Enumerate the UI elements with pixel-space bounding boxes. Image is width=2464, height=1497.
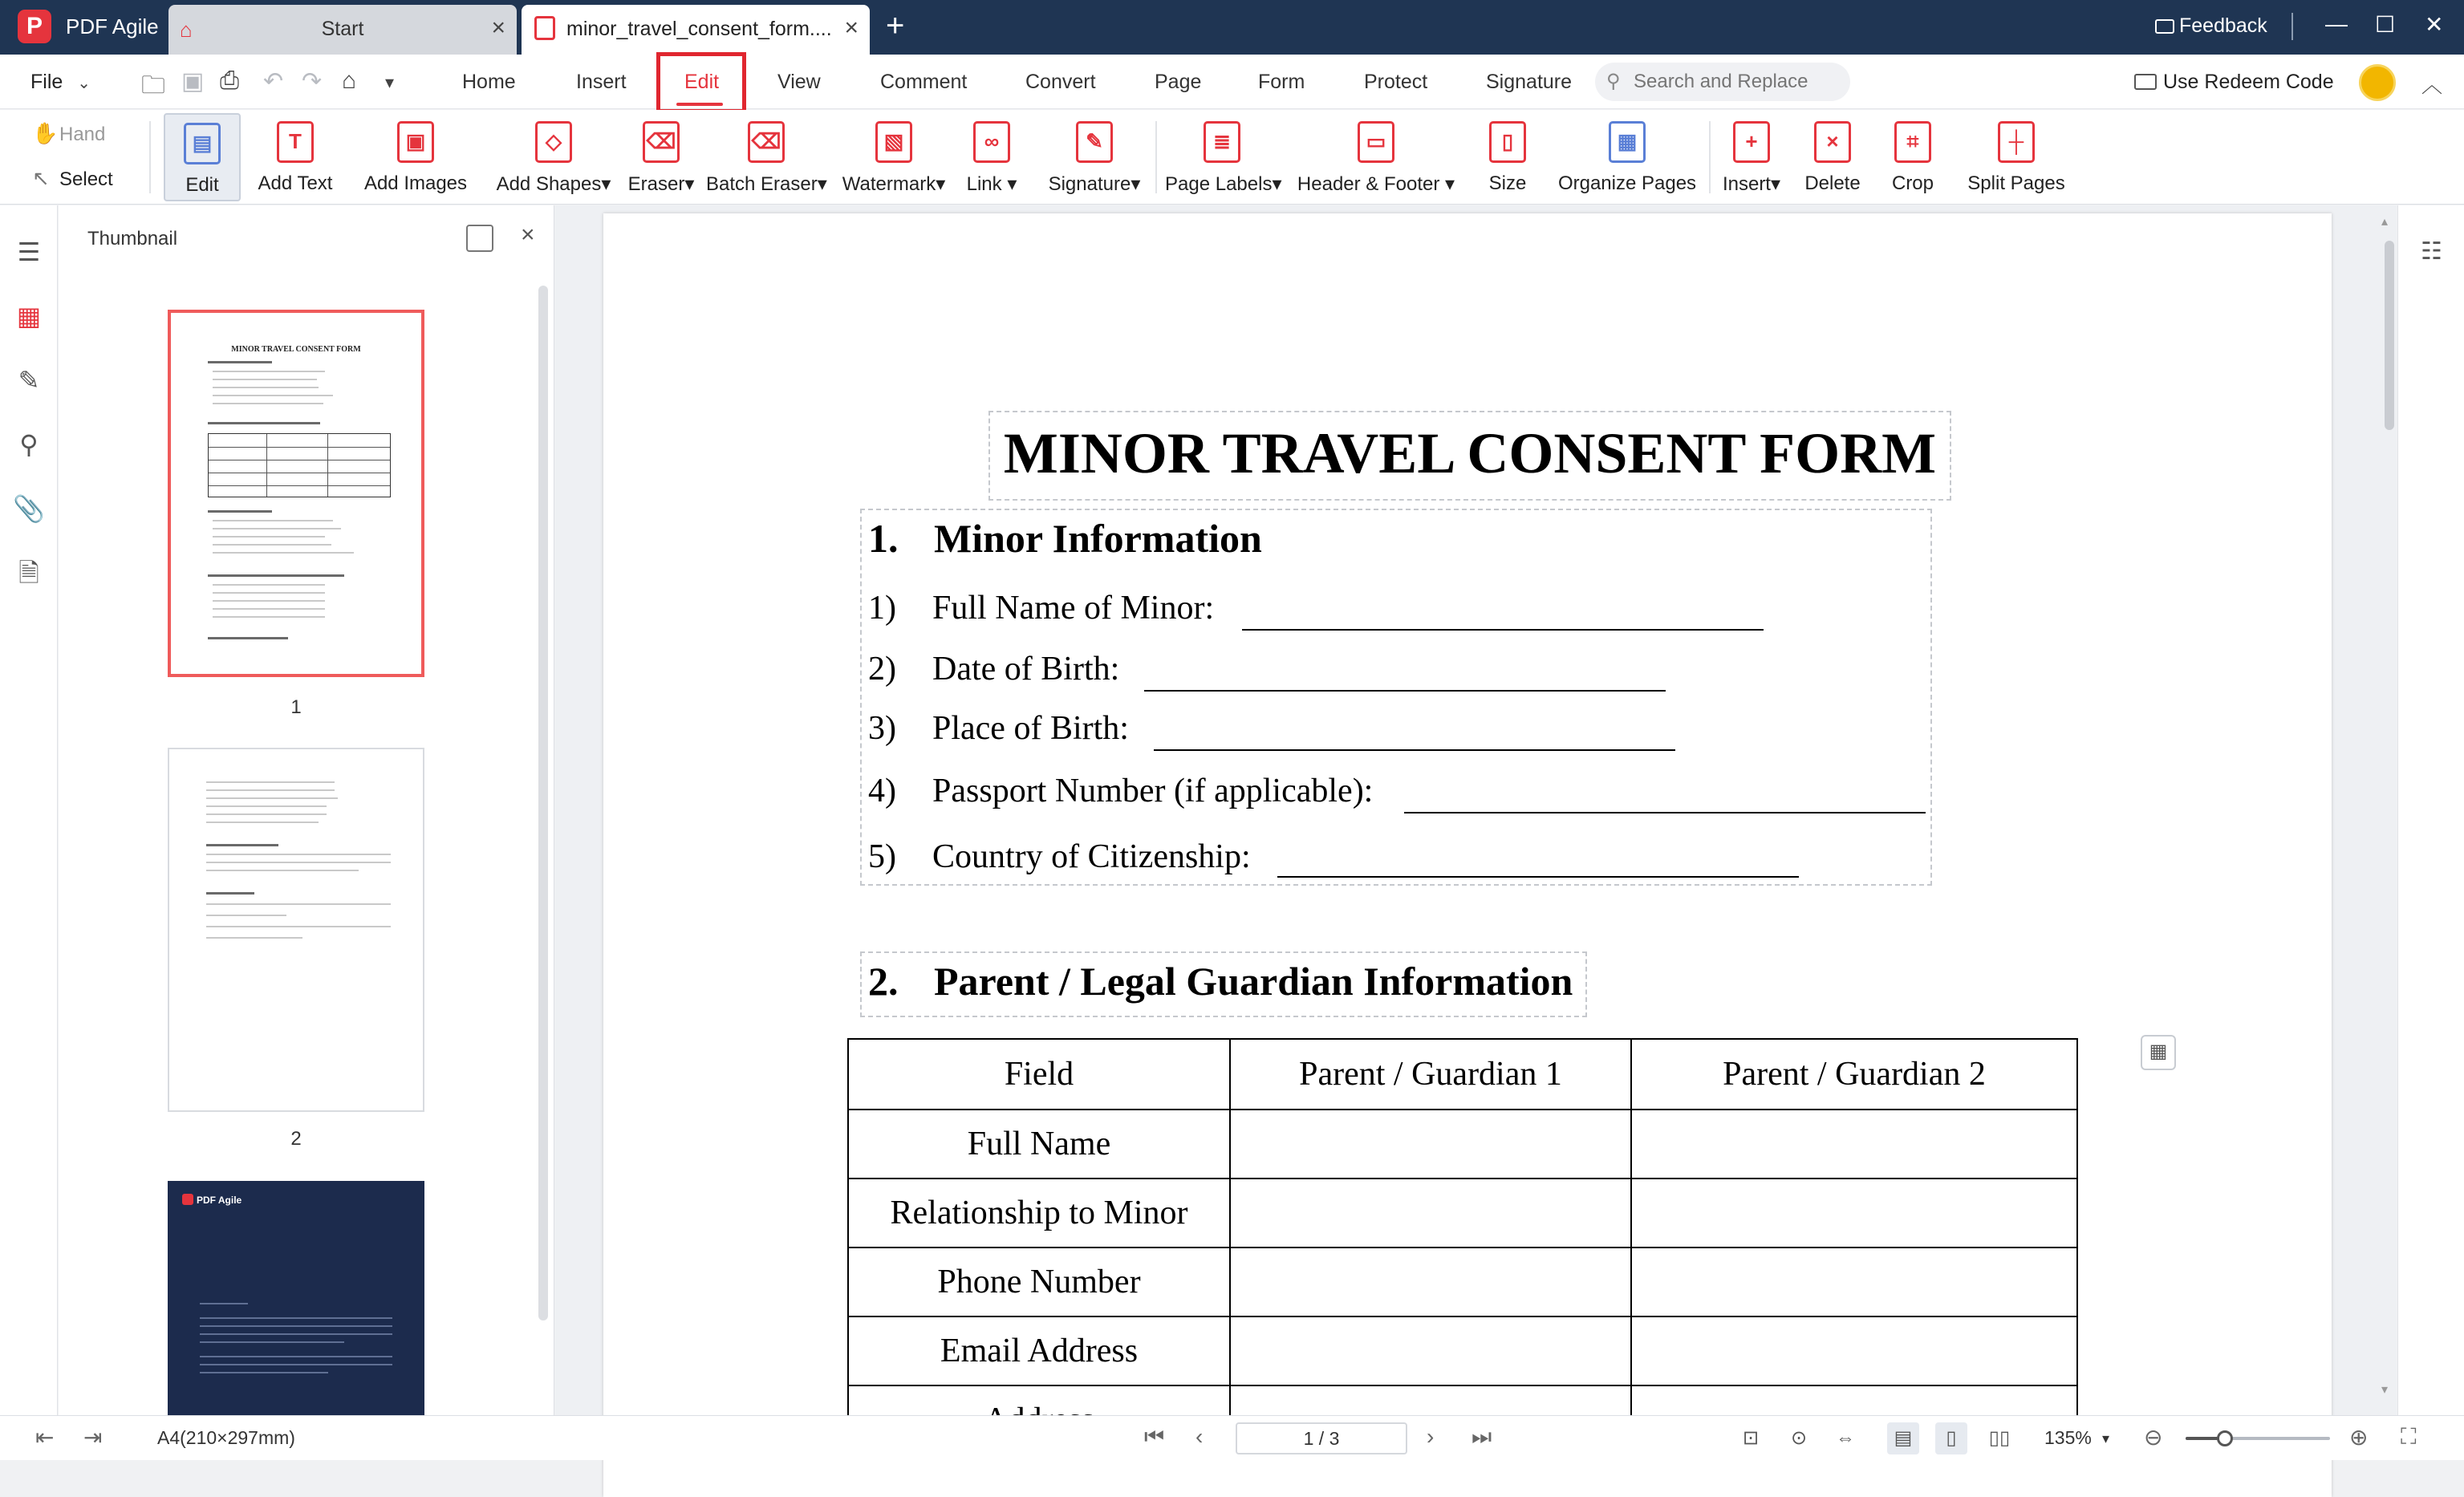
pdf-page <box>603 213 2332 1497</box>
app-name: PDF Agile <box>66 14 159 39</box>
add-shapes-icon: ◇ <box>535 121 572 163</box>
mini-text-line <box>213 600 325 602</box>
mini-text-line <box>213 371 325 372</box>
search-and-replace[interactable] <box>1595 63 1850 101</box>
redeem-code-button[interactable] <box>2134 71 2334 94</box>
table-row <box>848 1110 2077 1179</box>
first-page-icon[interactable]: ⏮ <box>1144 1424 1165 1449</box>
mini-text-line <box>206 822 319 823</box>
mini-table <box>208 433 391 497</box>
field-place-of-birth: 3) Place of Birth: <box>868 710 1129 747</box>
insert-page-label: Insert▾ <box>1722 173 1781 195</box>
text-block-title[interactable] <box>988 411 1951 501</box>
signature-label: Signature▾ <box>1048 173 1141 195</box>
next-page-icon[interactable]: › <box>1427 1424 1435 1449</box>
mini-text-line <box>200 1333 392 1335</box>
page-labels-label: Page Labels▾ <box>1165 173 1282 195</box>
page-indicator-label: 1 / 3 <box>1303 1428 1340 1449</box>
insert-page-tool[interactable] <box>1719 110 1784 205</box>
mini-heading <box>208 361 272 363</box>
mini-table-rule <box>209 447 390 448</box>
section-1-heading: 1. Minor Information <box>868 516 1262 561</box>
continuous-scroll-icon[interactable]: ▤ <box>1887 1422 1919 1454</box>
blank-line <box>1154 749 1675 751</box>
size-tool[interactable] <box>1476 110 1539 205</box>
mini-text-line <box>213 608 325 610</box>
fit-width-icon[interactable]: ⇔ <box>1836 1427 1855 1449</box>
hand-icon: ✋ <box>32 121 59 145</box>
expand-right-icon[interactable]: ⇥ <box>83 1425 103 1450</box>
left-icon-rail <box>0 205 58 1415</box>
zoom-slider[interactable] <box>2186 1437 2330 1440</box>
blank-line <box>1242 629 1764 631</box>
tab-document[interactable] <box>522 5 870 55</box>
signature-icon: ✎ <box>1076 121 1113 163</box>
table-row-label: Full Name <box>848 1110 1230 1179</box>
zoom-level-label[interactable]: 135% <box>2044 1427 2092 1448</box>
signature-tool[interactable] <box>1040 110 1149 205</box>
delete-page-icon: × <box>1814 121 1851 163</box>
page-thumbnail-3[interactable] <box>168 1181 424 1415</box>
add-text-icon: T <box>277 121 314 163</box>
zoom-slider-handle[interactable] <box>2217 1430 2233 1446</box>
tab-form[interactable]: Form <box>1258 71 1305 93</box>
edit-tool-label: Edit <box>185 174 219 196</box>
thumbnail-grid-icon[interactable]: ▦ <box>16 302 42 331</box>
zoom-out-icon[interactable]: ⊖ <box>2144 1425 2163 1450</box>
organize-pages-label: Organize Pages <box>1557 172 1697 194</box>
watermark-label: Watermark▾ <box>842 173 946 195</box>
hand-tool[interactable] <box>32 121 105 146</box>
table-cell <box>1631 1316 2077 1385</box>
title-bar <box>0 0 2464 55</box>
page-thumbnail-1[interactable] <box>168 310 424 677</box>
collapse-ribbon-chevron-icon[interactable]: ︿ <box>2421 73 2443 97</box>
mini-text-line <box>213 403 323 404</box>
mini-text-line <box>213 584 325 586</box>
mini-heading <box>208 574 344 577</box>
tab-view[interactable]: View <box>777 71 821 93</box>
customize-chevron-icon[interactable]: ▾ <box>385 72 395 92</box>
tab-comment[interactable]: Comment <box>880 71 968 93</box>
document-history-icon[interactable]: 🗎 <box>18 558 39 587</box>
properties-sliders-icon[interactable]: ☷ <box>2421 238 2442 265</box>
guardian-info-table <box>847 1038 2078 1455</box>
field-passport-number: 4) Passport Number (if applicable): <box>868 773 1374 809</box>
mini-table-rule <box>266 434 267 497</box>
page-number-2: 2 <box>290 1128 302 1150</box>
text-block-section-2[interactable] <box>860 951 1587 1017</box>
mini-text-line <box>206 781 335 783</box>
mini-text-line <box>206 805 327 807</box>
close-tab-icon[interactable]: × <box>844 14 859 41</box>
select-tool[interactable] <box>32 166 113 191</box>
mini-doc-title: MINOR TRAVEL CONSENT FORM <box>231 345 361 354</box>
document-scrollbar-thumb[interactable] <box>2385 241 2394 430</box>
mini-text-line <box>200 1356 392 1357</box>
feedback-button[interactable] <box>2155 14 2267 38</box>
add-images-tool[interactable] <box>356 110 475 205</box>
tab-home[interactable]: Home <box>462 71 516 93</box>
toolbar-divider <box>1709 121 1711 193</box>
search-icon: ⚲ <box>1606 71 1621 92</box>
mini-text-line <box>213 520 333 521</box>
delete-page-label: Delete <box>1804 172 1861 194</box>
mini-text-line <box>200 1303 248 1304</box>
add-images-label: Add Images <box>363 172 468 194</box>
tab-edit[interactable]: Edit <box>684 71 720 93</box>
table-cell <box>1631 1248 2077 1316</box>
save-icon[interactable]: ▣ <box>181 68 205 95</box>
eraser-label: Eraser▾ <box>627 173 695 195</box>
select-label: Select <box>59 168 113 190</box>
mini-text-line <box>200 1372 328 1373</box>
field-date-of-birth: 2) Date of Birth: <box>868 651 1120 688</box>
field-full-name: 1) Full Name of Minor: <box>868 590 1215 627</box>
mini-text-line <box>206 789 335 791</box>
field-country-of-citizenship: 5) Country of Citizenship: <box>868 838 1251 875</box>
two-page-view-icon[interactable]: ▯▯ <box>1988 1427 2011 1449</box>
file-menu-label: File <box>30 71 63 93</box>
table-row <box>848 1316 2077 1385</box>
mini-text-line <box>200 1317 392 1319</box>
tab-signature[interactable]: Signature <box>1486 71 1573 93</box>
blank-line <box>1404 812 1926 813</box>
page-number-input[interactable] <box>1236 1422 1407 1454</box>
attachment-icon[interactable]: 📎 <box>13 494 45 523</box>
section-2-heading: 2. Parent / Legal Guardian Information <box>868 959 1573 1004</box>
size-label: Size <box>1488 172 1527 194</box>
mini-text-line <box>206 797 338 799</box>
table-row-label: Email Address <box>848 1316 1230 1385</box>
mini-text-line <box>206 870 359 871</box>
document-title: MINOR TRAVEL CONSENT FORM <box>1003 421 1937 485</box>
status-bar <box>0 1415 2464 1460</box>
undo-icon[interactable]: ↶ <box>263 68 284 95</box>
annotation-pen-icon[interactable]: ✎ <box>18 366 40 395</box>
mini-text-line <box>213 544 331 546</box>
edit-toolbar <box>0 110 2464 205</box>
organize-pages-icon: ▦ <box>1609 121 1646 163</box>
scroll-up-arrow-icon[interactable]: ▴ <box>2381 215 2389 229</box>
search-input[interactable] <box>1634 69 1834 95</box>
tab-page[interactable]: Page <box>1155 71 1202 93</box>
crop-icon: ⌗ <box>1894 121 1931 163</box>
chevron-down-icon: ⌄ <box>77 75 91 92</box>
blank-line <box>1277 876 1799 878</box>
watermark-tool[interactable] <box>839 110 948 205</box>
menu-bar <box>0 55 2464 109</box>
feedback-label: Feedback <box>2179 14 2267 37</box>
new-tab-plus-icon[interactable]: + <box>886 8 905 43</box>
table-cell <box>1631 1179 2077 1248</box>
table-row-label: Phone Number <box>848 1248 1230 1316</box>
file-menu[interactable] <box>30 71 91 94</box>
table-row <box>848 1179 2077 1248</box>
mini-text-line <box>213 528 341 529</box>
close-tab-icon[interactable]: × <box>491 14 505 41</box>
mini-table-rule <box>209 485 390 486</box>
table-cell <box>1230 1248 1631 1316</box>
page-size-label: A4(210×297mm) <box>157 1427 295 1448</box>
open-folder-icon[interactable]: 🗀 <box>141 72 165 99</box>
add-text-tool[interactable] <box>246 110 345 205</box>
titlebar-divider <box>2291 13 2293 40</box>
mini-text-line <box>213 552 354 554</box>
tab-convert[interactable]: Convert <box>1025 71 1096 93</box>
table-row <box>848 1248 2077 1316</box>
home-nav-icon[interactable]: ⌂ <box>342 67 357 94</box>
add-shapes-label: Add Shapes▾ <box>496 173 611 195</box>
mini-text-line <box>213 616 325 618</box>
page-labels-icon: ≣ <box>1204 121 1240 163</box>
add-shapes-tool[interactable] <box>491 110 616 205</box>
table-cell <box>1230 1110 1631 1179</box>
pdf-file-icon <box>534 16 555 40</box>
link-label: Link ▾ <box>966 173 1017 195</box>
hand-label: Hand <box>59 124 106 145</box>
mini-text-line <box>213 387 319 388</box>
link-icon: ∞ <box>973 121 1010 163</box>
menu-hamburger-icon[interactable]: ☰ <box>17 237 41 266</box>
page-thumbnail-2[interactable] <box>168 748 424 1112</box>
feedback-icon <box>2155 19 2174 34</box>
mini-text-line <box>206 854 391 855</box>
page-number-1: 1 <box>290 696 302 718</box>
insert-page-icon: + <box>1733 121 1770 163</box>
watermark-icon: ▧ <box>875 121 912 163</box>
zoom-chevron-icon[interactable]: ▾ <box>2102 1430 2110 1446</box>
redeem-label: Use Redeem Code <box>2163 71 2334 93</box>
search-panel-icon[interactable]: ⚲ <box>19 430 39 459</box>
mini-heading <box>206 892 254 895</box>
mini-text-line <box>206 926 391 927</box>
mini-text-line <box>200 1364 392 1365</box>
user-avatar[interactable] <box>2359 64 2396 101</box>
table-cell <box>1230 1316 1631 1385</box>
split-pages-icon: ┼ <box>1998 121 2035 163</box>
blank-line <box>1144 690 1666 692</box>
eraser-icon: ⌫ <box>643 121 680 163</box>
header-footer-icon: ▭ <box>1358 121 1394 163</box>
minimize-icon[interactable]: — <box>2325 11 2348 36</box>
cursor-icon: ↖ <box>32 166 50 190</box>
fullscreen-icon[interactable]: ⛶ <box>2401 1424 2417 1449</box>
thumbnail-panel-title: Thumbnail <box>87 228 178 250</box>
batch-eraser-label: Batch Eraser▾ <box>706 173 827 195</box>
right-panel-rail <box>2397 205 2464 1415</box>
header-footer-tool[interactable] <box>1293 110 1459 205</box>
zoom-in-icon[interactable]: ⊕ <box>2349 1425 2369 1450</box>
text-block-section-1[interactable] <box>860 509 1932 886</box>
tab-protect[interactable]: Protect <box>1364 71 1428 93</box>
table-header-cell: Parent / Guardian 2 <box>1631 1039 2077 1110</box>
table-header-cell: Parent / Guardian 1 <box>1230 1039 1631 1110</box>
home-icon: ⌂ <box>180 18 193 42</box>
mini-heading <box>208 637 288 639</box>
batch-eraser-tool[interactable] <box>706 110 826 205</box>
mini-text-line <box>206 813 327 815</box>
mini-text-line <box>213 395 333 396</box>
tab-insert[interactable]: Insert <box>576 71 627 93</box>
table-cell <box>1631 1110 2077 1179</box>
previous-page-icon[interactable]: ‹ <box>1195 1424 1204 1449</box>
batch-eraser-icon: ⌫ <box>748 121 785 163</box>
tab-document-label: minor_travel_consent_form.... <box>566 18 832 40</box>
organize-pages-tool[interactable] <box>1555 110 1699 205</box>
mini-text-line <box>206 937 302 939</box>
mini-text-line <box>200 1325 392 1327</box>
mini-text-line <box>213 536 325 538</box>
mini-heading <box>206 844 278 846</box>
mini-text-line <box>206 915 286 916</box>
link-tool[interactable] <box>960 110 1024 205</box>
actual-size-icon[interactable]: ⊡ <box>1742 1427 1760 1449</box>
page-size-icon: ▯ <box>1489 121 1526 163</box>
add-text-label: Add Text <box>258 172 333 194</box>
split-pages-label: Split Pages <box>1967 172 2065 194</box>
scroll-down-arrow-icon[interactable]: ▾ <box>2381 1383 2389 1397</box>
eraser-tool[interactable] <box>623 110 700 205</box>
tab-start[interactable] <box>168 5 517 55</box>
mini-pdf-agile-logo: PDF Agile <box>182 1194 242 1206</box>
crop-label: Crop <box>1891 172 1934 194</box>
header-footer-label: Header & Footer ▾ <box>1297 173 1455 195</box>
app-logo: P <box>18 10 51 43</box>
thumbnail-options-icon[interactable] <box>466 225 493 252</box>
collapse-left-icon[interactable]: ⇤ <box>35 1425 55 1450</box>
thumbnail-panel <box>59 205 554 1415</box>
page-labels-tool[interactable] <box>1165 110 1282 205</box>
edit-tool[interactable] <box>164 113 241 201</box>
edit-content-icon: ▤ <box>184 123 221 164</box>
mini-heading <box>208 422 320 424</box>
mini-text-line <box>200 1341 344 1343</box>
edit-tab-highlight-box <box>656 52 746 113</box>
toolbar-divider <box>149 121 151 193</box>
redo-icon[interactable]: ↷ <box>302 68 323 95</box>
ticket-icon <box>2134 74 2157 90</box>
table-edit-icon[interactable]: ▦ <box>2141 1035 2176 1070</box>
mini-text-line <box>213 379 317 380</box>
add-images-icon: ▣ <box>397 121 434 163</box>
toolbar-divider <box>1155 121 1157 193</box>
mini-table-rule <box>327 434 328 497</box>
mini-text-line <box>213 592 325 594</box>
mini-heading <box>208 510 272 513</box>
table-header-cell: Field <box>848 1039 1230 1110</box>
table-cell <box>1230 1179 1631 1248</box>
maximize-icon[interactable]: ☐ <box>2375 12 2396 37</box>
document-viewport <box>555 205 2397 1415</box>
mini-text-line <box>206 903 391 905</box>
fit-page-icon[interactable]: ⊙ <box>1790 1427 1808 1449</box>
split-pages-tool[interactable] <box>1963 110 2070 205</box>
close-panel-icon[interactable]: × <box>521 221 535 248</box>
delete-page-tool[interactable] <box>1797 110 1868 205</box>
table-row-label: Relationship to Minor <box>848 1179 1230 1248</box>
print-icon[interactable]: ⎙ <box>220 67 239 94</box>
close-window-icon[interactable]: ✕ <box>2425 12 2444 37</box>
crop-tool[interactable] <box>1881 110 1945 205</box>
tab-start-label: Start <box>321 18 364 40</box>
thumbnail-scrollbar[interactable] <box>538 286 548 1321</box>
last-page-icon[interactable]: ⏭ <box>1471 1424 1492 1449</box>
single-page-view-icon[interactable]: ▯ <box>1935 1422 1967 1454</box>
mini-text-line <box>206 862 391 863</box>
